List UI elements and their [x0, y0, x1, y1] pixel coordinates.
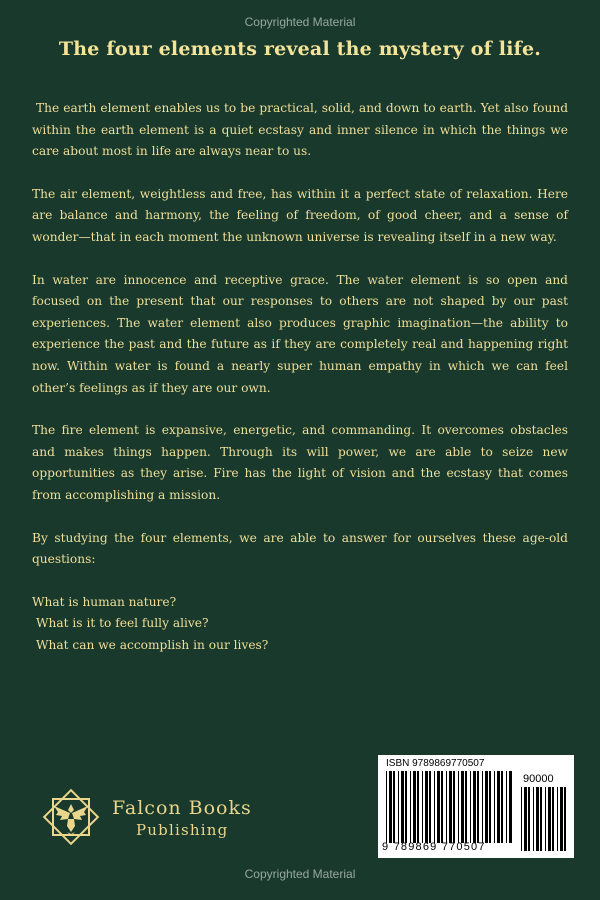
publisher-line1: Falcon Books — [112, 797, 252, 819]
publisher-line2: Publishing — [136, 821, 229, 839]
watermark-bottom: Copyrighted Material — [244, 867, 356, 881]
paragraph-earth: The earth element enables us to be practical, solid, and down to earth. Yet also found within the earth element is a quiet ecstasy and inner silence in which the things we care about most in life are always near to us. — [32, 101, 568, 159]
question-item: What can we accomplish in our lives? — [36, 637, 269, 652]
price-barcode-bars — [521, 787, 567, 851]
question-item: What is it to feel fully alive? — [36, 616, 209, 631]
ean-digits: 9 789869 770507 — [382, 841, 486, 853]
publisher-name — [112, 797, 252, 839]
ean-barcode-bars — [386, 771, 514, 843]
paragraph-air: The air element, weightless and free, has within it a perfect state of relaxation. Here are balance and harmony, the feeling of freedom, of good cheer, and a sense of wonder—that in each moment the unknown universe is revealing itself in a new way. — [32, 186, 568, 244]
paragraph-water: In water are innocence and receptive grace. The water element is so open and focused on the present that our responses to others are not shaped by our past experiences. The water element also produces graphic imagination—the ability to experience the past and the future as if they are completely real and happening right now. Within water is found a nearly super human empathy in which we can feel other’s feelings as if they are our own. — [32, 272, 568, 395]
question-item: What is human nature? — [32, 594, 177, 609]
watermark-top: Copyrighted Material — [244, 15, 356, 29]
barcode-panel — [378, 755, 574, 858]
paragraph-fire: The fire element is expansive, energetic, and commanding. It overcomes obstacles and makes things happen. Through its will power, we are able to seize new opportunities as they arise. Fire has the light of vision and the ecstasy that comes from accomplishing a mission. — [32, 423, 568, 502]
falcon-logo-icon — [40, 786, 102, 848]
blurb-text — [32, 98, 568, 656]
back-cover-headline: The four elements reveal the mystery of life. — [58, 38, 542, 60]
paragraph-questions-intro: By studying the four elements, we are able to answer for ourselves these age-old questions: — [32, 530, 568, 567]
questions-list — [32, 592, 568, 657]
price-code: 90000 — [523, 773, 554, 785]
isbn-label: ISBN 9789869770507 — [386, 758, 485, 769]
